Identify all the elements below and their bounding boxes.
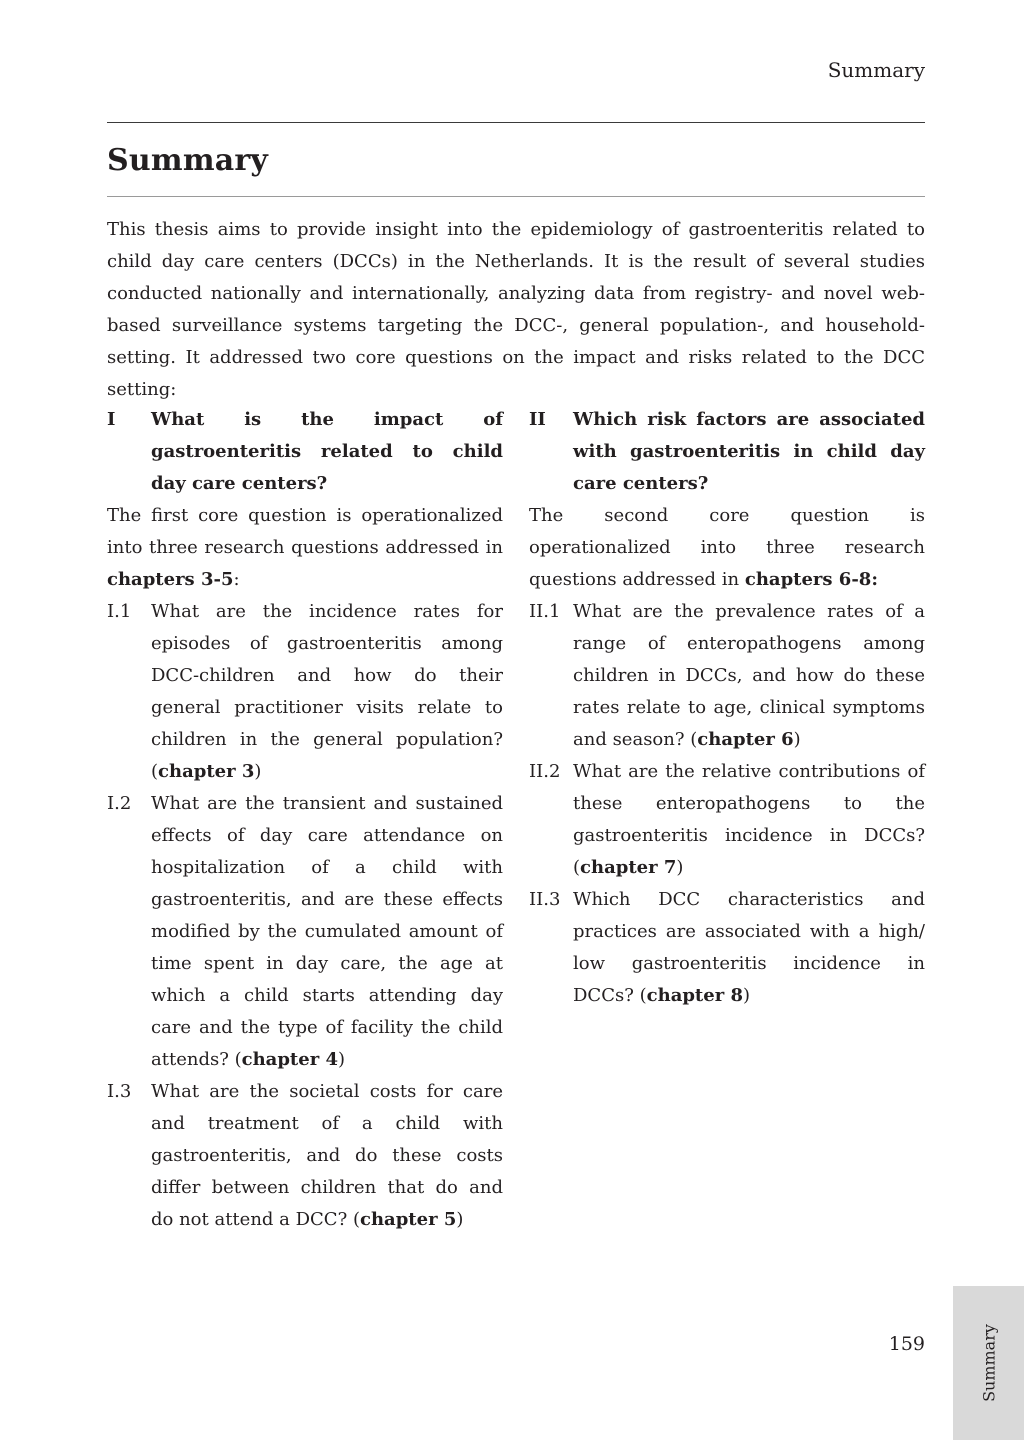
running-head: Summary xyxy=(827,58,925,82)
core-question-2-column xyxy=(529,404,925,1012)
research-question-number: II.3 xyxy=(529,889,561,910)
research-question-number: II.1 xyxy=(529,601,561,622)
core-question-1-operationalization: The first core question is operationalized into three research questions addressed in chapters 3-5: xyxy=(107,505,503,590)
research-question-number: I.2 xyxy=(107,793,132,814)
research-question-II3 xyxy=(529,884,925,1012)
core-question-2-operationalization: The second core question is operationalized into three research questions addressed in chapters 6-8: xyxy=(529,505,925,590)
core-question-2-text: Which risk factors are associated with gastroenteritis in child day care centers? xyxy=(573,409,925,494)
research-question-II2 xyxy=(529,756,925,884)
core-question-2-heading xyxy=(529,404,925,500)
chapter-side-tab xyxy=(953,1286,1024,1440)
research-question-text: Which DCC characteristics and practices are associated with a high/ low gastroenteritis incidence in DCCs? (chapter 8) xyxy=(573,889,925,1006)
research-question-text: What are the incidence rates for episodes of gastroenteritis among DCC-children and how do their general practitioner visits relate to children in the general population? (chapter 3) xyxy=(151,601,503,782)
core-question-1-number: I xyxy=(107,409,116,430)
core-question-1-column xyxy=(107,404,503,1236)
research-question-number: II.2 xyxy=(529,761,561,782)
research-question-text: What are the transient and sustained effects of day care attendance on hospitalization of a child with gastroenteritis, and are these effects modified by the cumulated amount of time spent in day care, the age at which a child starts attending day care and the type of facility the child attends? (chapter 4) xyxy=(151,793,503,1070)
core-question-2-number: II xyxy=(529,409,546,430)
page-number: 159 xyxy=(888,1333,925,1355)
research-question-I2 xyxy=(107,788,503,1076)
research-question-text: What are the prevalence rates of a range of enteropathogens among children in DCCs, and how do these rates relate to age, clinical symptoms and season? (chapter 6) xyxy=(573,601,925,750)
research-question-I3 xyxy=(107,1076,503,1236)
research-question-text: What are the societal costs for care and treatment of a child with gastroenteritis, and do these costs differ between children that do and do not attend a DCC? (chapter 5) xyxy=(151,1081,503,1230)
side-tab-label: Summary xyxy=(979,1324,998,1402)
intro-paragraph: This thesis aims to provide insight into the epidemiology of gastroenteritis related to child day care centers (DCCs) in the Netherlands. It is the result of several studies conducted nationally and internationally, analyzing data from registry- and novel web-based surveillance systems targeting the DCC-, general population-, and household-setting. It addressed two core questions on the impact and risks related to the DCC setting: xyxy=(107,219,925,400)
research-question-text: What are the relative contributions of these enteropathogens to the gastroenteritis incidence in DCCs? (chapter 7) xyxy=(573,761,925,878)
research-question-number: I.3 xyxy=(107,1081,132,1102)
page-title: Summary xyxy=(107,143,269,178)
research-question-II1 xyxy=(529,596,925,756)
research-question-I1 xyxy=(107,596,503,788)
core-question-1-heading xyxy=(107,404,503,500)
core-question-1-text: What is the impact of gastroenteritis related to child day care centers? xyxy=(151,409,503,494)
header-rule xyxy=(107,122,925,123)
title-rule xyxy=(107,196,925,197)
research-question-number: I.1 xyxy=(107,601,132,622)
